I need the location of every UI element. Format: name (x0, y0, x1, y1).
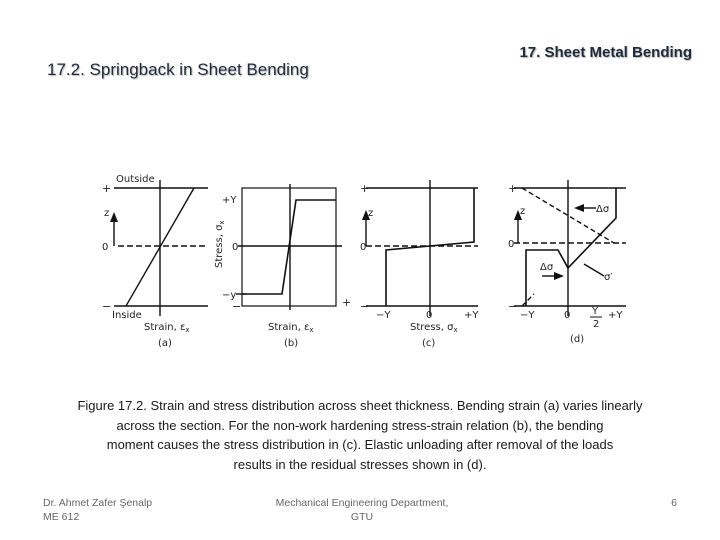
panel-a-z-arrowhead (110, 212, 118, 222)
panel-d-delta-arrowhead-top (574, 204, 584, 212)
panel-a-strain-sub: x (185, 326, 190, 334)
panel-d-sigma-prime: σ′ (604, 272, 613, 283)
figure-caption (40, 396, 680, 474)
panel-c-minus-y: −Y (376, 310, 391, 321)
footer-department-block (262, 496, 462, 524)
panel-d-axis-zero: 0 (564, 310, 571, 321)
panel-a-z: z (104, 208, 110, 219)
footer-university: GTU (350, 511, 374, 523)
section-header: 17. Sheet Metal Bending (519, 44, 692, 61)
panel-d-sigma-prime-arrow (584, 264, 604, 276)
panel-b-strain-label (268, 322, 314, 334)
caption-line-1: Figure 17.2. Strain and stress distribution across sheet thickness. Bending strain (a) varies linearly (77, 398, 643, 413)
panel-d-delta-sigma-bottom: Δσ (540, 262, 554, 273)
panel-d-minus-y: −Y (520, 310, 535, 321)
footer-course: ME 612 (43, 511, 80, 523)
panel-a-inside-label: Inside (112, 310, 142, 321)
panel-c-stress-label (410, 322, 458, 334)
panel-d-half-y-denominator: 2 (593, 319, 600, 330)
panel-d-delta-sigma-top: Δσ (596, 204, 610, 215)
panel-b-minus-y: −y (222, 290, 237, 301)
page-number: 6 (671, 497, 677, 509)
footer-department: Mechanical Engineering Department, (275, 497, 449, 509)
panel-d-plus: + (508, 182, 518, 195)
panel-b-caption: (b) (284, 338, 299, 349)
panel-b-strain-sub: x (309, 326, 314, 334)
panel-d-delta-arrowhead-bottom (554, 272, 564, 280)
panel-c-plus-y: +Y (464, 310, 479, 321)
panel-c-minus: − (360, 300, 370, 313)
caption-line-2: across the section. For the non-work hardening stress-strain relation (b), the bending (116, 417, 604, 433)
panel-d-plus-y: +Y (608, 310, 623, 321)
panel-a-outside-label: Outside (116, 174, 155, 185)
figure-17-2 (96, 158, 636, 354)
panel-d-caption: (d) (570, 334, 585, 345)
panel-c-axis-zero: 0 (426, 310, 433, 321)
panel-a-strain-label (144, 322, 190, 334)
caption-line-3: moment causes the stress distribution in (c). Elastic unloading after removal of the loads (106, 437, 614, 452)
panel-d-unloading-line-lower (522, 294, 534, 306)
footer-author-block (43, 496, 152, 524)
panel-b-plus: + (342, 296, 352, 309)
figure-drawing (96, 158, 636, 354)
panel-a-zero: 0 (102, 242, 109, 253)
panel-d-zero: 0 (508, 239, 515, 250)
panel-c-stress-text: Stress, σ (410, 322, 454, 333)
panel-d-minus: − (508, 300, 518, 313)
panel-c-plus: + (360, 182, 370, 195)
panel-c-caption: (c) (422, 338, 436, 349)
panel-b-stress-text: Stress, σ (214, 224, 225, 268)
panel-b-stress-sub: x (218, 220, 226, 225)
panel-b-y-axis-label (214, 220, 226, 268)
panel-a-caption: (a) (158, 338, 172, 349)
panel-c-stress-sub: x (453, 326, 458, 334)
footer-author: Dr. Ahmet Zafer Şenalp (43, 497, 153, 509)
slide-title: 17.2. Springback in Sheet Bending (47, 60, 309, 79)
panel-a-minus: − (102, 300, 112, 313)
panel-b-stress-strain-curve (242, 200, 336, 294)
panel-c-zero: 0 (360, 242, 367, 253)
panel-b-zero: 0 (232, 242, 239, 253)
panel-b-minus: − (232, 300, 242, 313)
panel-b-plus-y: +Y (222, 195, 237, 206)
panel-c-z: z (368, 208, 374, 219)
panel-a-plus: + (102, 182, 112, 195)
panel-a-strain-text: Strain, ε (144, 322, 186, 333)
caption-line-4: results in the residual stresses shown in (d). (233, 456, 487, 472)
panel-b-strain-text: Strain, ε (268, 322, 310, 333)
panel-d-z: z (520, 206, 526, 217)
panel-d-half-y-numerator: Y (592, 306, 599, 317)
